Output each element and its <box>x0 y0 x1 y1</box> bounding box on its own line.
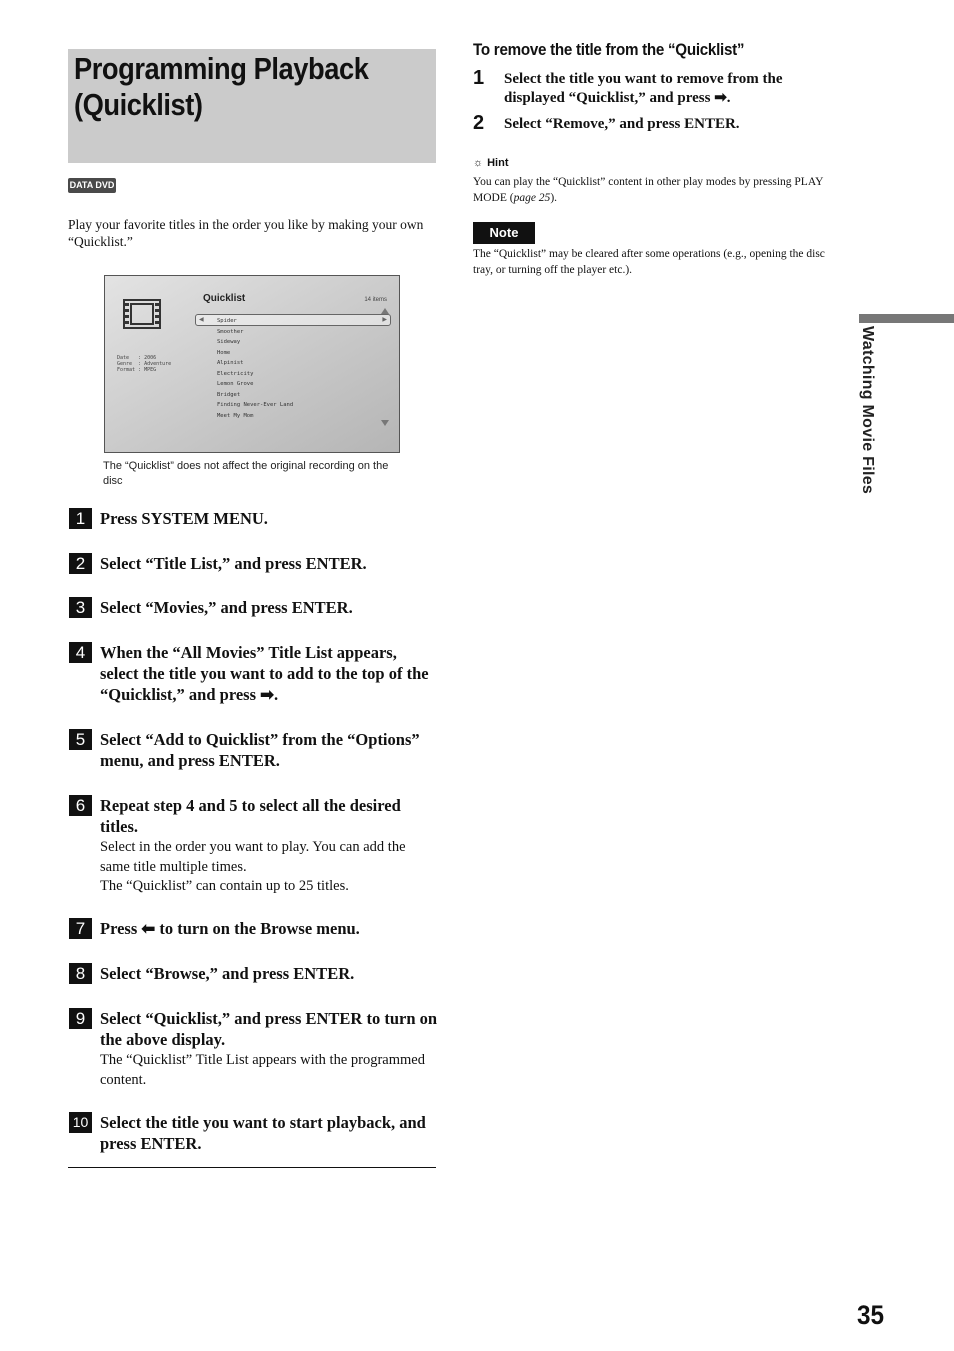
right-arrow-icon: ➡ <box>714 90 727 106</box>
step-detail: The “Quicklist” Title List appears with the programmed content. <box>100 1052 425 1088</box>
selection-left-arrow-icon: ◀ <box>199 316 204 323</box>
hint-text-end: ). <box>550 192 558 204</box>
step-heading: Select “Add to Quicklist” from the “Options” menu, and press ENTER. <box>100 730 420 770</box>
list-item[interactable]: Smoother <box>217 328 244 335</box>
list-item[interactable]: Bridget <box>217 391 241 398</box>
step-heading: Select the title you want to start playback, and press ENTER. <box>100 1113 426 1153</box>
step-heading <box>100 642 438 705</box>
step-number: 1 <box>473 67 485 89</box>
page-reference-link[interactable]: page 25 <box>513 192 551 204</box>
list-item[interactable]: Finding Never-Ever Land <box>217 402 294 408</box>
remove-step-2 <box>473 112 833 134</box>
meta-date: Date : 2006 <box>117 355 157 361</box>
step-heading-text: Press <box>100 919 142 938</box>
step-heading-end: . <box>726 90 731 106</box>
step-7 <box>68 918 438 939</box>
scroll-down-icon[interactable] <box>381 420 389 426</box>
step-heading: Select “Title List,” and press ENTER. <box>100 554 367 573</box>
section-divider <box>68 1167 436 1168</box>
list-item[interactable]: Sideway <box>217 339 241 345</box>
hint-text-main: You can play the “Quicklist” content in other play modes by pressing PLAY MODE ( <box>473 176 823 204</box>
step-2 <box>68 553 438 574</box>
quicklist-screenshot <box>104 275 400 453</box>
screen-title: Quicklist <box>203 293 246 304</box>
step-detail: The “Quicklist” can contain up to 25 titles. <box>100 878 349 894</box>
step-heading <box>100 918 438 939</box>
step-number: 1 <box>69 508 92 529</box>
step-3 <box>68 597 438 618</box>
step-heading-end: . <box>273 685 279 704</box>
data-dvd-badge: DATA DVD <box>68 178 116 193</box>
screen-item-count: 14 items <box>364 297 387 303</box>
list-item[interactable]: Lemon Grove <box>217 381 254 387</box>
list-item[interactable]: Spider <box>217 318 237 324</box>
selection-right-arrow-icon: ▶ <box>382 316 387 323</box>
step-1 <box>68 508 438 529</box>
list-item[interactable]: Home <box>217 349 231 356</box>
step-heading: Select “Remove,” and press ENTER. <box>504 116 740 132</box>
quicklist-items <box>217 316 293 421</box>
hint-text <box>473 174 843 206</box>
step-number: 7 <box>69 918 92 939</box>
note-label: Note <box>473 222 535 244</box>
step-number: 5 <box>69 729 92 750</box>
title-line-1: Programming Playback <box>74 51 369 86</box>
step-number: 2 <box>69 553 92 574</box>
step-9 <box>68 1008 438 1090</box>
hint-label-text: Hint <box>487 157 509 169</box>
step-number: 3 <box>69 597 92 618</box>
step-number: 6 <box>69 795 92 816</box>
page-title <box>68 49 436 163</box>
step-6 <box>68 795 438 897</box>
film-strip-icon <box>123 299 161 329</box>
lightbulb-icon: ☼ <box>473 157 484 169</box>
step-8 <box>68 963 438 984</box>
list-item[interactable]: Alpinist <box>217 360 244 366</box>
step-heading: Select “Browse,” and press ENTER. <box>100 964 355 983</box>
step-heading: Select “Movies,” and press ENTER. <box>100 598 353 617</box>
remove-step-1 <box>473 67 833 108</box>
page-number: 35 <box>857 1300 885 1330</box>
meta-genre: Genre : Adventure <box>117 361 172 367</box>
step-heading-text: Select the title you want to remove from the displayed “Quicklist,” and press <box>504 71 783 106</box>
step-detail: Select in the order you want to play. You can add the same title multiple times. <box>100 839 406 875</box>
step-heading: Press SYSTEM MENU. <box>100 509 268 528</box>
step-number: 9 <box>69 1008 92 1029</box>
side-tab-label: Watching Movie Files <box>859 326 876 495</box>
list-item[interactable]: Meet My Mom <box>217 412 254 419</box>
side-tab-bar <box>859 314 954 323</box>
step-heading: Select “Quicklist,” and press ENTER to turn on the above display. <box>100 1009 438 1049</box>
meta-format: Format : MPEG <box>117 367 157 373</box>
step-10 <box>68 1112 438 1154</box>
step-number: 10 <box>69 1112 92 1133</box>
left-arrow-icon: ⬅ <box>141 919 156 938</box>
title-line-2: (Quicklist) <box>74 87 203 122</box>
step-heading <box>504 70 833 108</box>
step-number: 8 <box>69 963 92 984</box>
list-item[interactable]: Electricity <box>217 370 254 377</box>
right-arrow-icon: ➡ <box>260 685 274 704</box>
step-heading-text: When the “All Movies” Title List appears, select the title you want to add to the top of the “Quicklist,” and press <box>100 643 429 704</box>
screen-meta <box>117 355 171 373</box>
screenshot-caption: The “Quicklist” does not affect the original recording on the disc <box>103 460 389 487</box>
step-heading-end: to turn on the Browse menu. <box>155 919 360 938</box>
step-4 <box>68 642 438 705</box>
hint-label <box>473 157 508 169</box>
remove-section-title: To remove the title from the “Quicklist” <box>473 41 745 59</box>
step-5 <box>68 729 438 771</box>
step-heading: Repeat step 4 and 5 to select all the desired titles. <box>100 796 401 836</box>
intro-text: Play your favorite titles in the order you like by making your own “Quicklist.” <box>68 217 424 249</box>
step-number: 4 <box>69 642 92 663</box>
step-number: 2 <box>473 112 485 134</box>
note-text: The “Quicklist” may be cleared after some operations (e.g., opening the disc tray, or turning off the player etc.). <box>473 248 825 276</box>
